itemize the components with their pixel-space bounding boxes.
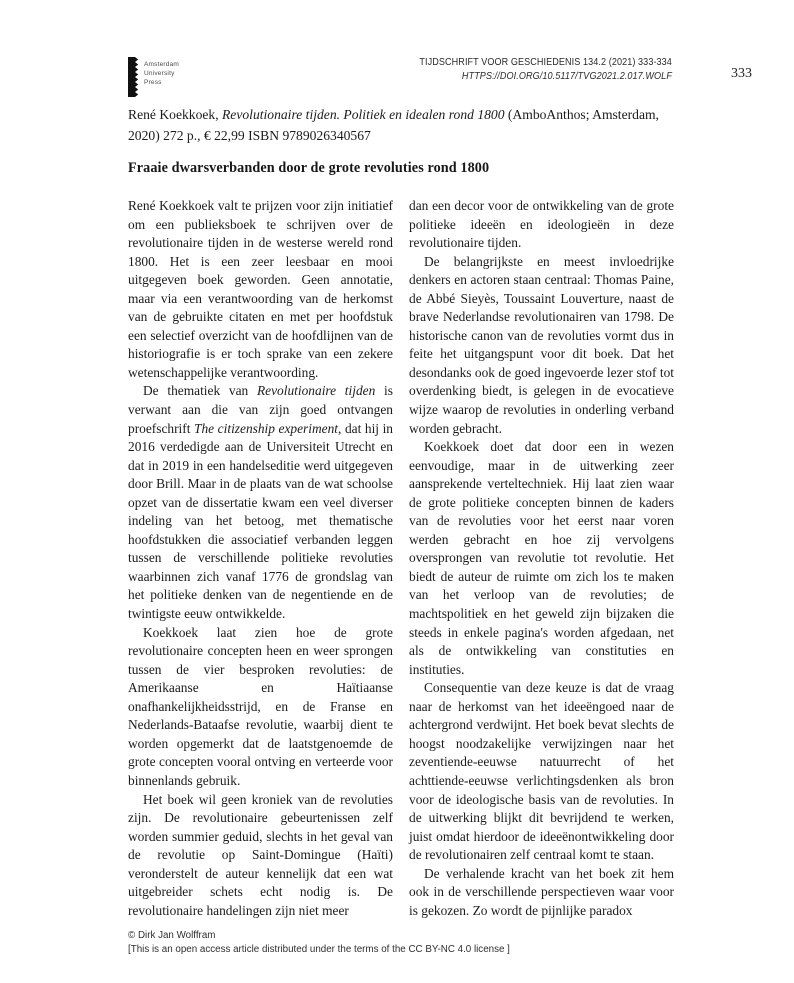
footer — [128, 929, 510, 956]
doi-line: HTTPS://DOI.ORG/10.5117/TVG2021.2.017.WOLF — [461, 71, 672, 82]
paragraph — [409, 253, 674, 438]
paragraph — [409, 197, 674, 253]
license-line: [This is an open access article distributed under the terms of the CC BY-NC 4.0 license ] — [128, 943, 510, 955]
text: is verwant aan die van zijn goed ontvangen proefschrift — [128, 383, 393, 436]
text: (AmboAnthos; Amsterdam, 2020) 272 p., € 22,99 ISBN 9789026340567 — [128, 107, 659, 143]
text: , dat hij in 2016 verdedigde aan de Universiteit Utrecht en dat in 2019 in een handelseditie werd uitgegeven door Brill. Maar in de plaats van de wat schoolse opzet van de dissertatie kwam een veel diverser indeling van het betoog, met thematische hoofdstukken die associatief verbanden leggen tussen de verschillende politieke revoluties waarbinnen zich vanaf 1776 de grondslag van het politieke denken van de negentiende en de twintigste eeuw ontwikkelde. — [128, 420, 393, 622]
text: Het boek wil geen kroniek van de revoluties zijn. De revolutionaire gebeurtenissen zelf worden summier geduid, slechts in het geval van de revolutie op Saint-Domingue (Haïti) veronderstelt de auteur kennelijk dat een wat uitgebreider schets echt nodig is. De revolutionaire handelingen zijn niet meer — [128, 791, 393, 918]
paragraph — [128, 197, 393, 382]
italic-text: Revolutionaire tijden — [256, 383, 376, 399]
journal-citation-line: TIJDSCHRIFT VOOR GESCHIEDENIS 134.2 (2021) 333-334 — [419, 57, 672, 68]
text: De thematiek van — [143, 383, 257, 399]
paragraph — [409, 865, 674, 921]
paragraph — [409, 438, 674, 679]
book-citation — [128, 105, 676, 146]
publisher-name-line1: Amsterdam — [144, 61, 180, 68]
paragraph — [128, 791, 393, 921]
copyright-line: © Dirk Jan Wolffram — [128, 930, 216, 941]
review-body — [128, 197, 674, 920]
italic-text: Revolutionaire tijden. Politiek en idealen rond 1800 — [222, 107, 505, 122]
text: Koekkoek doet dat door een in wezen eenvoudige, maar in de uitwerking zeer aansprekende verteltechniek. Hij laat zien waar de grote politieke concepten binnen de kaders van de revoluties voor het eerst naar voren werden gebracht en hoe zij vervolgens oversprongen van revolutie tot revolutie. Het biedt de auteur de ruimte om zich los te maken van het verloop van de revoluties; de machtspolitiek en het geweld zijn bijzaken die steeds in enkele pagina's worden afgedaan, net als de ontwikkeling van constituties en instituties. — [409, 439, 674, 677]
page-number: 333 — [731, 66, 752, 81]
text: De belangrijkste en meest invloedrijke denkers en actoren staan centraal: Thomas Paine, de Abbé Sieyès, Toussaint Louverture, naast de brave Nederlandse revolutionairen van 1798. De historische canon van de revoluties vormt dus in feite het uitgangspunt voor dit boek. Dat het desondanks ook de goed ingevoerde lezer stof tot overdenking biedt, is gelegen in de evocatieve wijze waarop de revoluties in onderling verband worden gebracht. — [409, 253, 674, 436]
text: De verhalende kracht van het boek zit hem ook in de verschillende perspectieven waar voor is gekozen. Zo wordt de pijnlijke paradox — [409, 865, 674, 918]
publisher-name — [144, 60, 179, 87]
publisher-name-line3: Press — [144, 79, 162, 86]
paragraph — [409, 679, 674, 864]
paragraph — [128, 105, 676, 146]
text: René Koekkoek, — [128, 107, 222, 122]
paragraph — [128, 624, 393, 791]
column-right — [409, 197, 674, 920]
column-left — [128, 197, 393, 920]
italic-text: The citizenship experiment — [194, 420, 339, 436]
text: Consequentie van deze keuze is dat de vraag naar de herkomst van het ideeëngoed naar de achtergrond verdwijnt. Het boek bevat slechts de hoogst noodzakelijke verwijzingen naar het zeventiende-eeuwse natuurrecht of het achttiende-eeuwse verlichtingsdenken als bron voor de ideologische basis van de revoluties. In de uitwerking blijkt dit bevrijdend te werken, juist omdat hierdoor de ideeënontwikkeling door de revolutionairen zelf centraal komt te staan. — [409, 680, 674, 863]
aup-book-spine-icon — [128, 57, 139, 97]
review-title: Fraaie dwarsverbanden door de grote revoluties rond 1800 — [128, 160, 490, 176]
text: Koekkoek laat zien hoe de grote revolutionaire concepten heen en weer sprongen tussen de vier besproken revoluties: de Amerikaanse en Haïtiaanse onafhankelijkheidsstrijd, en de Franse en Nederlands-Bataafse revolutie, waarbij dient te worden opgemerkt dat de laatstgenoemde de grote concepten vooral ontving en verteerde voor binnenlands gebruik. — [128, 624, 393, 788]
text: dan een decor voor de ontwikkeling van de grote politieke ideeën en ideologieën in deze revolutionaire tijden. — [409, 198, 674, 251]
publisher-logo — [128, 57, 179, 97]
journal-header — [419, 56, 672, 84]
paragraph — [128, 382, 393, 623]
publisher-name-line2: University — [144, 70, 175, 77]
text: René Koekkoek valt te prijzen voor zijn initiatief om een publieksboek te schrijven over de revolutionaire tijden in de westerse wereld rond 1800. Het is een zeer leesbaar en mooi uitgegeven boek geworden. Geen annotatie, maar via een verantwoording van de herkomst van de gebruikte citaten en met per hoofdstuk een selectief overzicht van de hoofdlijnen van de historiografie is er toch sprake van een zekere wetenschappelijke verantwoording. — [128, 198, 393, 380]
